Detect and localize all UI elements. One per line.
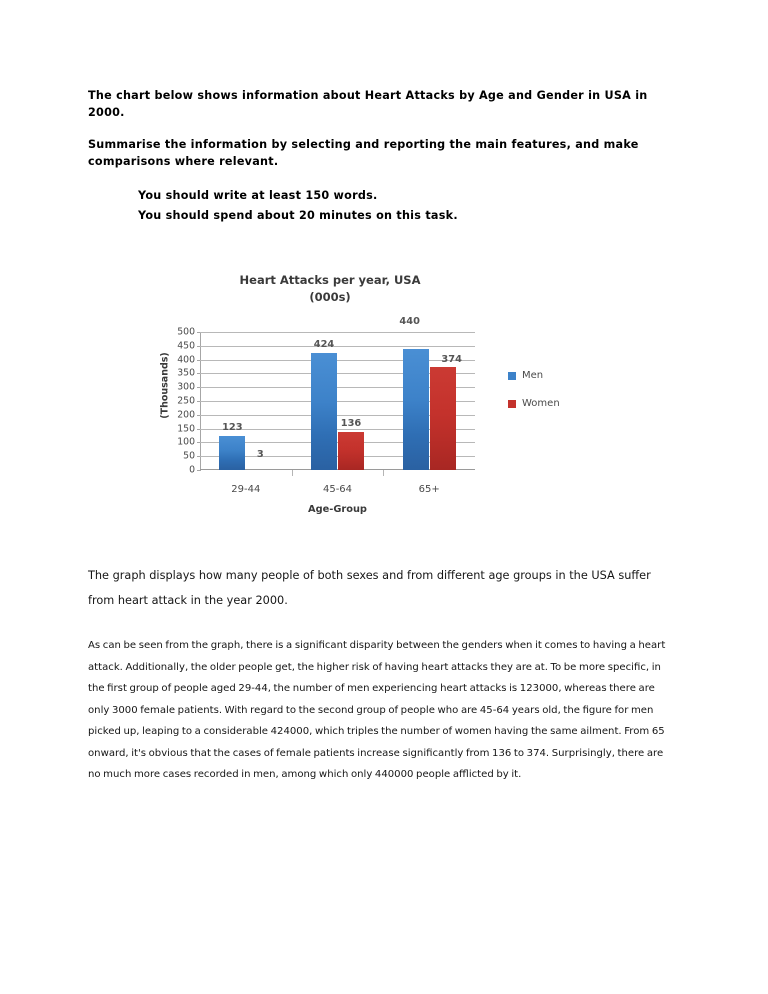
x-tick-mark	[292, 470, 293, 476]
y-axis-tick-label: 500	[177, 326, 195, 338]
data-label: 440	[399, 316, 420, 327]
bar-women-45-64	[338, 432, 364, 470]
chart-title	[130, 272, 530, 306]
bar-men-45-64	[311, 353, 337, 470]
prompt-bullet-2: You should spend about 20 minutes on this task.	[138, 209, 458, 222]
y-tick-mark	[197, 332, 200, 333]
y-axis-tick-label: 100	[177, 436, 195, 448]
data-label: 3	[256, 449, 264, 461]
x-tick-mark	[383, 470, 384, 476]
y-axis-tick-label: 250	[177, 395, 195, 407]
chart-title-line-2: (000s)	[309, 290, 351, 304]
y-axis-tick-label: 350	[177, 367, 195, 379]
legend-label: Men	[522, 370, 544, 381]
chart-legend	[508, 370, 560, 426]
y-tick-mark	[197, 470, 200, 471]
legend-swatch-icon	[508, 400, 516, 408]
gridline	[200, 332, 475, 333]
gridline	[200, 346, 475, 347]
y-tick-mark	[197, 373, 200, 374]
gridline	[200, 360, 475, 361]
bar-chart-figure	[130, 260, 620, 535]
y-tick-mark	[197, 401, 200, 402]
task-prompt	[88, 88, 674, 226]
x-axis-tick-label: 65+	[418, 484, 440, 495]
bar-women-65+	[430, 367, 456, 470]
legend-item-women	[508, 398, 560, 409]
x-axis-title: Age-Group	[308, 504, 367, 515]
y-tick-mark	[197, 387, 200, 388]
essay-body	[88, 563, 674, 786]
data-label: 136	[340, 418, 362, 430]
prompt-spacer-2	[88, 170, 674, 186]
y-tick-mark	[197, 456, 200, 457]
prompt-bullet-1: You should write at least 150 words.	[138, 189, 378, 202]
y-axis-tick-label: 150	[177, 423, 195, 435]
legend-swatch-icon	[508, 372, 516, 380]
essay-paragraph-2: As can be seen from the graph, there is a significant disparity between the genders when it comes to having a heart attack. Additionally, the older people get, the higher risk of having heart attacks they are at. To be more specific, in the first group of people aged 29-44, the number of men experiencing heart attacks is 123000, whereas there are only 3000 female patients. With regard to the second group of people who are 45-64 years old, the figure for men picked up, leaping to a considerable 424000, which triples the number of women having the same ailment. From 65 onward, it's obvious that the cases of female patients increase significantly from 136 to 374. Surprisingly, there are no much more cases recorded in men, among which only 440000 people afflicted by it.	[88, 640, 666, 780]
essay-paragraph-1: The graph displays how many people of both sexes and from different age groups in the USA suffer from heart attack in the year 2000.	[88, 569, 651, 607]
x-axis-tick-label: 45-64	[322, 484, 353, 495]
prompt-line-2: Summarise the information by selecting and reporting the main features, and make comparisons where relevant.	[88, 138, 639, 168]
legend-label: Women	[522, 398, 560, 409]
y-tick-mark	[197, 415, 200, 416]
y-axis-tick-label: 400	[177, 354, 195, 366]
plot-area	[177, 316, 475, 495]
bar-men-65+	[403, 349, 429, 470]
legend-item-men	[508, 370, 560, 381]
document-content	[88, 88, 674, 786]
data-label: 374	[441, 353, 462, 365]
prompt-spacer-1	[88, 121, 674, 137]
y-axis-tick-label: 50	[183, 450, 195, 462]
y-tick-mark	[197, 429, 200, 430]
y-axis-title: (Thousands)	[159, 352, 171, 419]
y-axis-tick-label: 300	[177, 381, 195, 393]
y-axis-tick-label: 450	[177, 340, 195, 352]
bar-men-29-44	[219, 436, 245, 470]
chart-title-line-1: Heart Attacks per year, USA	[239, 273, 421, 287]
y-axis-tick-label: 200	[177, 409, 195, 421]
prompt-line-1: The chart below shows information about Heart Attacks by Age and Gender in USA in 2000.	[88, 89, 648, 119]
y-tick-mark	[197, 360, 200, 361]
data-label: 424	[313, 338, 335, 350]
x-axis-tick-label: 29-44	[231, 484, 261, 495]
chart-container	[88, 260, 674, 535]
y-tick-mark	[197, 346, 200, 347]
y-axis-tick-label: 0	[189, 464, 195, 476]
prompt-instructions	[138, 186, 674, 226]
y-tick-mark	[197, 442, 200, 443]
data-label: 123	[222, 422, 243, 434]
